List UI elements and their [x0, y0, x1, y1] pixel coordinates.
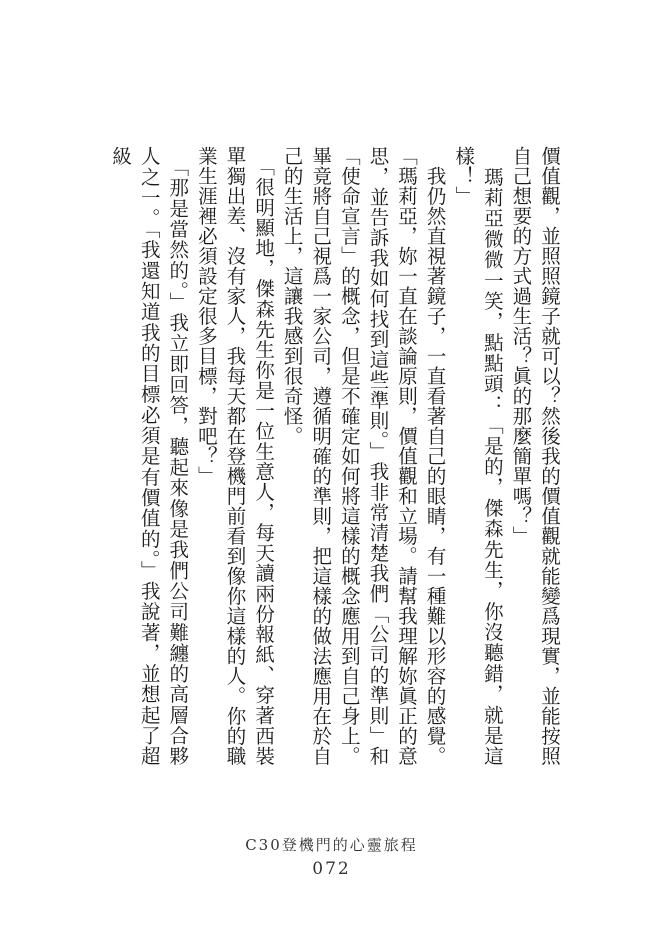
page-body-text	[93, 146, 563, 766]
running-footer-book-title: C30登機門的心靈旅程	[245, 836, 418, 854]
paragraph: 「很明顯地，傑森先生你是一位生意人，每天讀兩份報紙、穿著西裝單獨出差、沒有家人，我每天都在登機門前看到像你這樣的人。你的職業生涯裡必須設定很多目標，對吧？」	[194, 146, 276, 766]
paragraph: 我仍然直視著鏡子，一直看著自己的眼睛，有一種難以形容的感覺。「瑪莉亞，妳一直在談論原則，價值觀和立場。請幫我理解妳眞正的意思，並告訴我如何找到這些準則。」我非常清楚我們「公司的準則」和「使命宣言」的概念，但是不確定如何將這樣的概念應用到自己身上。畢竟將自己視爲一家公司，遵循明確的準則，把這樣的做法應用在於自己的生活上，這讓我感到很奇怪。	[280, 146, 447, 766]
page-number: 072	[312, 859, 351, 879]
paragraph: 瑪莉亞微微一笑，點點頭：「是的，傑森先生，你沒聽錯，就是這樣！」	[452, 146, 504, 766]
paragraph: 價值觀，並照照鏡子就可以？然後我的價值觀就能變爲現實，並能按照自己想要的方式過生活？眞的那麼簡單嗎？」	[509, 146, 561, 766]
paragraph: 「那是當然的。」我立即回答，聽起來像是我們公司難纏的高層合夥人之一。「我還知道我的目標必須是有價值的。」我說著，並想起了超級	[109, 146, 190, 766]
